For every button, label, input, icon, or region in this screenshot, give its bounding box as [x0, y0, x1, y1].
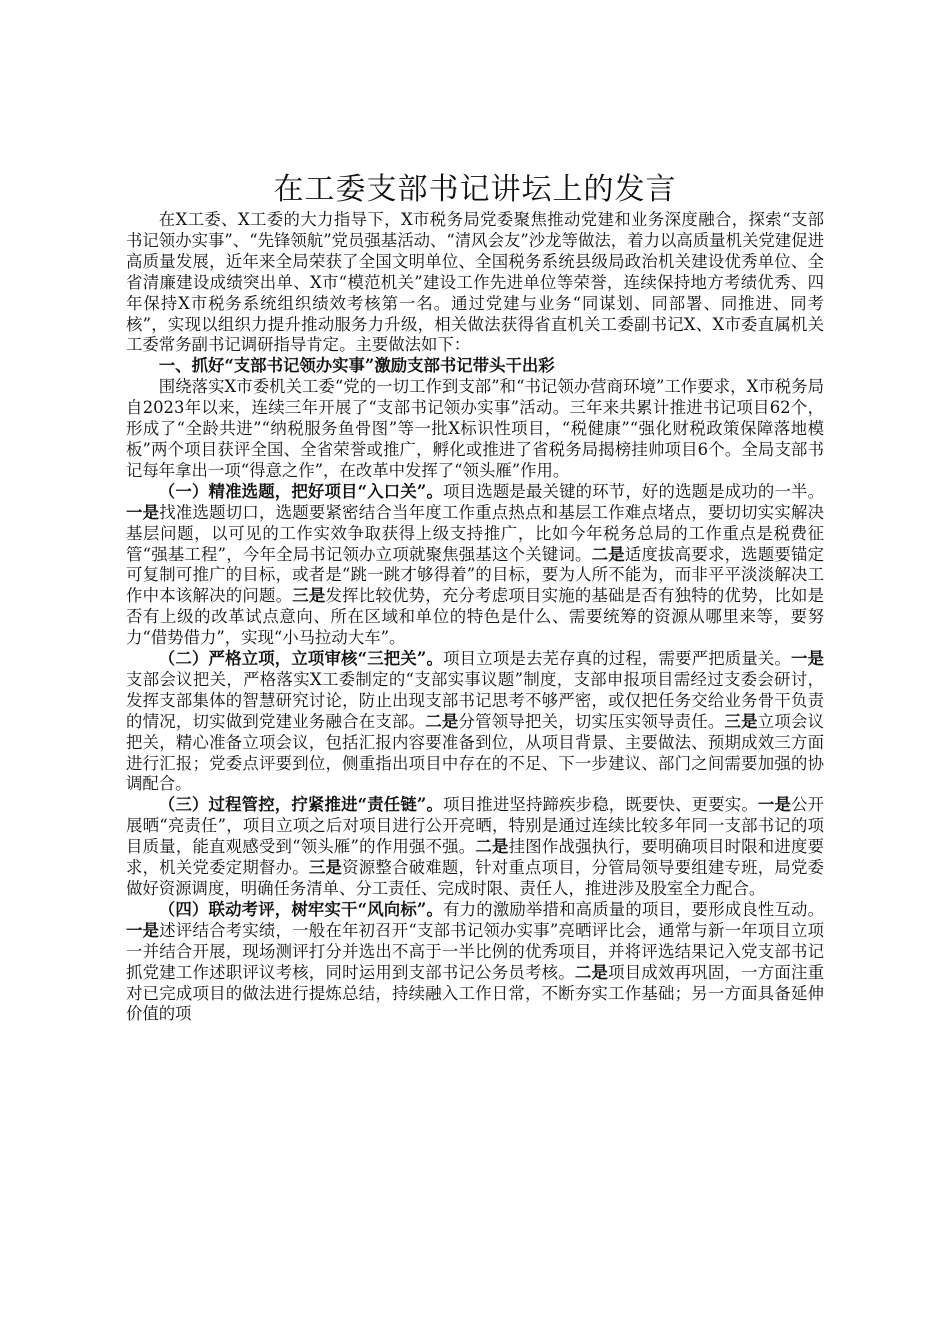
subsection-paragraph-1 [126, 482, 824, 649]
point-marker: 三是 [724, 711, 758, 731]
subsection-heading-2: （二）严格立项，立项审核“三把关”。 [158, 649, 444, 669]
point-marker: 二是 [425, 711, 459, 731]
point-marker: 一是 [126, 502, 160, 522]
point-marker: 二是 [574, 962, 609, 982]
point-marker: 一是 [791, 649, 825, 669]
paragraph-text: 述评结合考实绩，一般在年初召开“支部书记领办实事”亮晒评比会，通常与新一年项目立项一并结合开展，现场测评打分并选出不高于一半比例的优秀项目，并将评选结果记入党支部书记抓党建工作述职评议考核，同时运用到支部书记公务员考核。 [126, 920, 825, 982]
paragraph-text: 资源整合破难题，针对重点项目，分管局领导要组建专班，局党委做好资源调度，明确任务清单、分工责任、完成时限、责任人，推进涉及股室全力配合。 [126, 858, 825, 898]
intro-paragraph: 在X工委、X工委的大力指导下，X市税务局党委聚焦推动党建和业务深度融合，探索“支部书记领办实事”、“先锋领航”党员强基活动、“清风会友”沙龙等做法，着力以高质量机关党建促进高质量发展，近年来全局荣获了全国文明单位、全国税务系统县级局政治机关建设优秀单位、全省清廉建设成绩突出单、X市“模范机关”建设工作先进单位等荣誉，连续保持地方考绩优秀、四年保持X市税务系统组织绩效考核第一名。通过党建与业务“同谋划、同部署、同推进、同考核”，实现以组织力提升推动服务力升级，相关做法获得省直机关工委副书记X、X市委直属机关工委常务副书记调研指导肯定。主要做法如下： [126, 210, 824, 355]
point-marker: 二是 [475, 837, 509, 857]
paragraph-text: 发挥比较优势，充分考虑项目实施的基础是否有独特的优势，比如是否有上级的改革试点意向、所在区域和单位的特色是什么、需要统筹的资源从哪里来等，要努力“借势借力”，实现“小马拉动大车”。 [126, 586, 825, 648]
paragraph-text: 有力的激励举措和高质量的项目，要形成良性互动。 [443, 899, 825, 919]
subsection-heading-3: （三）过程管控，拧紧推进“责任链”。 [158, 795, 444, 815]
paragraph-text: 适度拔高要求，选题要锚定可复制可推广的目标，或者是“跳一跳才够得着”的目标，要为人所不能为，而非平平淡淡解决工作中本该解决的问题。 [126, 544, 825, 606]
point-marker: 二是 [591, 544, 625, 564]
paragraph-text: 项目成效再巩固，一方面注重对已完成项目的做法进行提炼总结，持续融入工作日常，不断夯实工作基础；另一方面具备延伸价值的项 [126, 962, 825, 1024]
paragraph-text: 项目推进坚持蹄疾步稳，既要快、更要实。 [443, 795, 758, 815]
document-title: 在工委支部书记讲坛上的发言 [273, 172, 677, 207]
paragraph-text: 支部会议把关，严格落实X工委制定的“支部实事议题”制度，支部申报项目需经过支委会研讨，发挥支部集体的智慧研究讨论，防止出现支部书记思考不够严密，或仅把任务交给业务骨干负责的情况，切实做到党建业务融合在支部。 [126, 669, 824, 731]
document-page [126, 170, 824, 1025]
point-marker: 一是 [126, 920, 160, 940]
paragraph-text: 项目选题是最关键的环节，好的选题是成功的一半。 [443, 481, 825, 501]
subsection-paragraph-3 [126, 795, 824, 900]
paragraph-text: 立项会议把关，精心准备立项会议，包括汇报内容要准备到位，从项目背景、主要做法、预期成效三方面进行汇报；党委点评要到位，侧重指出项目中存在的不足、下一步建议、部门之间需要加强的协调配合。 [126, 711, 825, 794]
subsection-paragraph-4 [126, 900, 824, 1025]
subsection-heading-1: （一）精准选题，把好项目“入口关”。 [158, 481, 444, 501]
subsection-paragraph-2 [126, 649, 824, 795]
paragraph-text: 公开展晒“亮责任”，项目立项之后对项目进行公开亮晒，特别是通过连续比较多年同一支部书记的项目质量，能直观感受到“领头雁”的作用强不强。 [126, 795, 825, 857]
section-heading-1: 一、抓好“支部书记领办实事”激励支部书记带头干出彩 [158, 356, 555, 376]
paragraph-text: 挂图作战强执行，要明确项目时限和进度要求，机关党委定期督办。 [126, 837, 825, 878]
section-1-paragraph: 围绕落实X市委机关工委“党的一切工作到支部”和“书记领办营商环境”工作要求，X市税务局自2023年以来，连续三年开展了“支部书记领办实事”活动。三年来共累计推进书记项目62个，形成了“全龄共进”“纳税服务鱼骨图”等一批X标识性项目，“税健康”“强化财税政策保障落地模板”两个项目获评全国、全省荣誉或推广，孵化或推进了省税务局揭榜挂帅项目6个。全局支部书记每年拿出一项“得意之作”，在改革中发挥了“领头雁”作用。 [126, 377, 824, 480]
paragraph-text: 项目立项是去芜存真的过程，需要严把质量关。 [443, 649, 792, 669]
point-marker: 三是 [292, 586, 326, 606]
paragraph-text: 找准选题切口，选题要紧密结合当年度工作重点热点和基层工作难点堵点，要切切实实解决基层问题，以可见的工作实效争取获得上级支持推广，比如今年税务总局的工作重点是税费征管“强基工程”，今年全局书记领办立项就聚焦强基这个关键词。 [126, 502, 824, 564]
point-marker: 一是 [757, 795, 792, 815]
point-marker: 三是 [308, 858, 343, 878]
paragraph-text: 分管领导把关，切实压实领导责任。 [458, 711, 725, 731]
subsection-heading-4: （四）联动考评，树牢实干“风向标”。 [158, 899, 444, 919]
